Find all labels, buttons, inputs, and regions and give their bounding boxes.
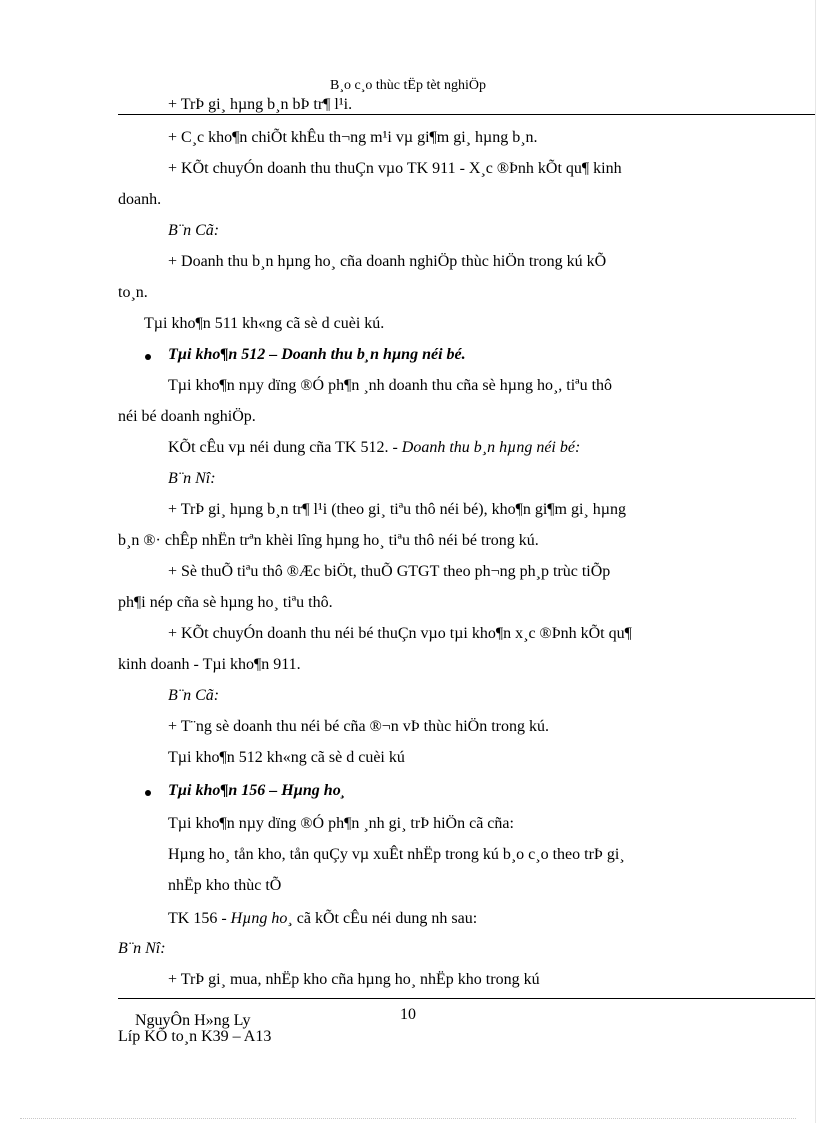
text-line: + Sè thuÕ tiªu thô ®Æc biÖt, thuÕ GTGT theo ph¬ng ph¸p trùc tiÕp (168, 563, 611, 580)
text-line: Tµi kho¶n nµy dïng ®Ó ph¶n ¸nh doanh thu cña sè hµng ho¸, tiªu thô (168, 377, 613, 394)
footer-rule (118, 998, 816, 999)
page-bottom-border (20, 1118, 796, 1119)
text-line: Tµi kho¶n 512 kh«ng cã sè d cuèi kú (168, 749, 405, 766)
text-line: + TrÞ gi¸ mua, nhËp kho cña hµng ho¸ nhËp kho trong kú (168, 971, 540, 988)
section-label: B¨n Cã: (168, 687, 220, 704)
section-label: B¨n Nî: (168, 470, 216, 487)
text-segment-italic: Hµng ho¸ (230, 910, 293, 927)
text-line: Hµng ho¸ tån kho, tån quÇy vµ xuÊt nhËp trong kú b¸o c¸o theo trÞ gi¸ (168, 846, 625, 863)
footer-author: NguyÔn H»ng Ly (135, 1012, 251, 1029)
section-heading: Tµi kho¶n 156 – Hµng ho¸ (168, 782, 347, 799)
text-line: Tµi kho¶n 511 kh«ng cã sè d cuèi kú. (144, 315, 385, 332)
text-segment-italic: Doanh thu b¸n hµng néi bé: (401, 439, 581, 456)
section-label: B¨n Nî: (118, 940, 166, 957)
text-line: + T¨ng sè doanh thu néi bé cña ®¬n vÞ thùc hiÖn trong kú. (168, 718, 549, 735)
text-line: + Doanh thu b¸n hµng ho¸ cña doanh nghiÖp thùc hiÖn trong kú kÕ (168, 253, 607, 270)
text-line: + C¸c kho¶n chiÕt khÊu th¬ng m¹i vµ gi¶m gi¸ hµng b¸n. (168, 129, 538, 146)
text-line: doanh. (118, 191, 162, 208)
text-segment: KÕt cÊu vµ néi dung cña TK 512. - (168, 439, 398, 456)
text-line: nhËp kho thùc tÕ (168, 877, 282, 894)
bullet-icon (145, 354, 151, 360)
text-segment: TK 156 - (168, 910, 227, 927)
bullet-icon (145, 790, 151, 796)
footer-class: Líp KÕ to¸n K39 – A13 (118, 1028, 272, 1045)
text-line: néi bé doanh nghiÖp. (118, 408, 256, 425)
text-line: to¸n. (118, 284, 148, 301)
text-line: + KÕt chuyÓn doanh thu néi bé thuÇn vµo tµi kho¶n x¸c ®Þnh kÕt qu¶ (168, 625, 632, 642)
text-line: kinh doanh - Tµi kho¶n 911. (118, 656, 301, 673)
text-segment: cã kÕt cÊu néi dung nh sau: (296, 910, 478, 927)
section-label: B¨n Cã: (168, 222, 220, 239)
running-header: B¸o c¸o thùc tËp tèt nghiÖp (330, 78, 486, 93)
text-line (168, 910, 477, 928)
text-line: + TrÞ gi¸ hµng b¸n bÞ tr¶ l¹i. (168, 96, 353, 113)
text-line (168, 439, 580, 457)
header-rule (118, 114, 816, 115)
page-number: 10 (400, 1006, 416, 1023)
text-line: + TrÞ gi¸ hµng b¸n tr¶ l¹i (theo gi¸ tiªu thô néi bé), kho¶n gi¶m gi¸ hµng (168, 501, 626, 518)
section-heading: Tµi kho¶n 512 – Doanh thu b¸n hµng néi bé. (168, 346, 466, 363)
text-line: b¸n ®· chÊp nhËn trªn khèi lîng hµng ho¸ tiªu thô néi bé trong kú. (118, 532, 539, 549)
text-line: + KÕt chuyÓn doanh thu thuÇn vµo TK 911 - X¸c ®Þnh kÕt qu¶ kinh (168, 160, 622, 177)
text-line: ph¶i nép cña sè hµng ho¸ tiªu thô. (118, 594, 333, 611)
text-line: Tµi kho¶n nµy dïng ®Ó ph¶n ¸nh gi¸ trÞ hiÖn cã cña: (168, 815, 514, 832)
